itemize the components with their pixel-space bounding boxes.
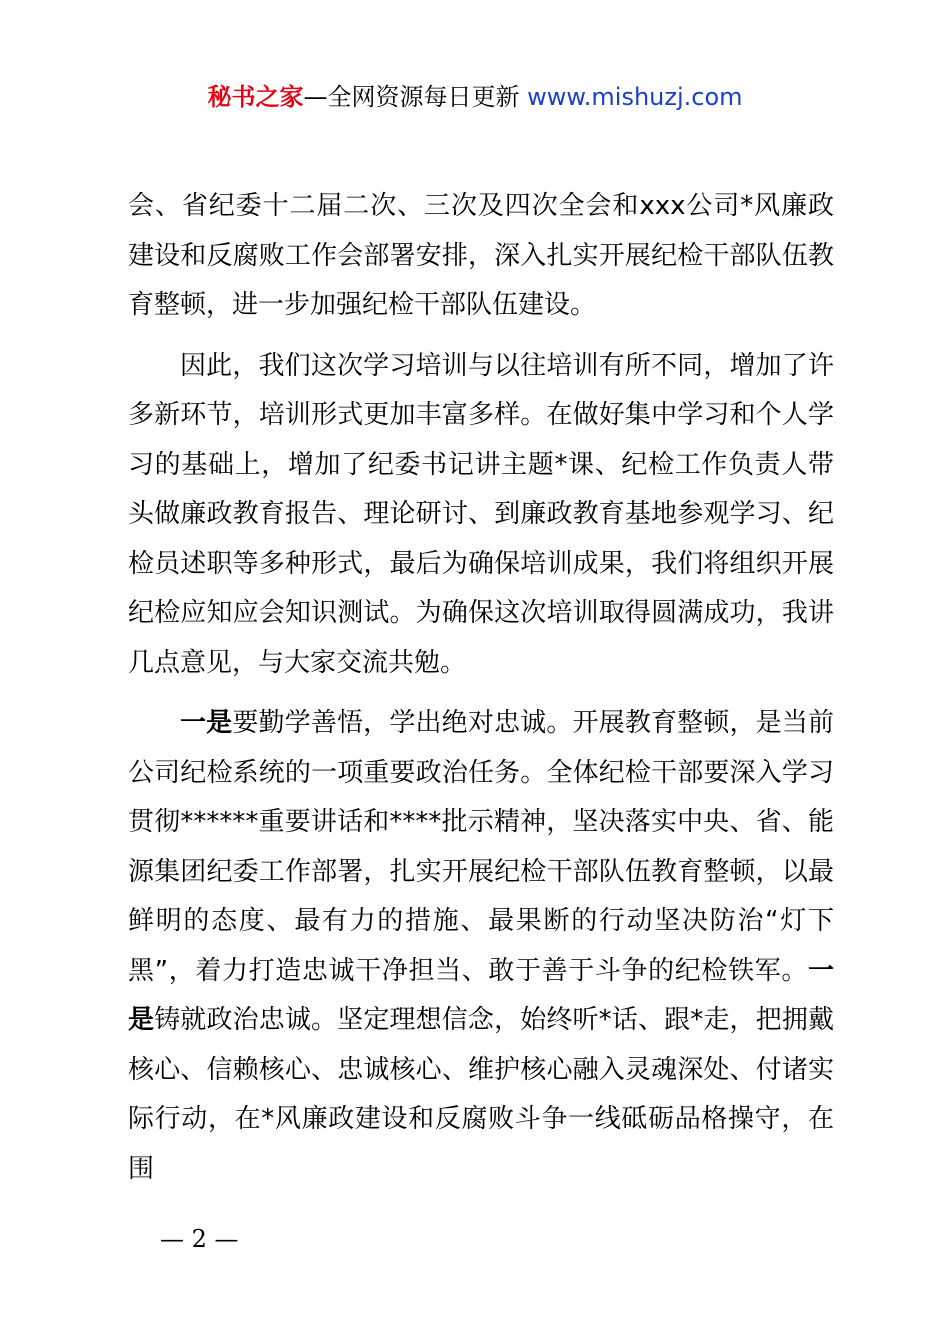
site-header (0, 80, 950, 114)
paragraph-training-overview (128, 342, 834, 689)
paragraph-text: 铸就政治忠诚。坚定理想信念，始终听*话、跟*走，把拥戴核心、信赖核心、忠诚核心、维护核心融入灵魂深处、付诸实际行动，在*风廉政建设和反腐败斗争一线砥砺品格操守，在围 (128, 1005, 834, 1184)
paragraph-text: 因此，我们这次学习培训与以往培训有所不同，增加了许多新环节，培训形式更加丰富多样。在做好集中学习和个人学习的基础上，增加了纪委书记讲主题*课、纪检工作负责人带头做廉政教育报告、理论研讨、到廉政教育基地参观学习、纪检员述职等多种形式，最后为确保培训成果，我们将组织开展纪检应知应会知识测试。为确保这次培训取得圆满成功，我讲几点意见，与大家交流共勉。 (128, 350, 834, 678)
page-number: — 2 — (160, 1225, 239, 1253)
sub-point-lead: 一是 (128, 955, 834, 1035)
paragraph-continuation (128, 182, 834, 331)
site-brand: 秘书之家 (207, 83, 304, 111)
paragraph-text: 要勤学善悟，学出绝对忠诚。开展教育整顿，是当前公司纪检系统的一项重要政治任务。全体纪检干部要深入学习贯彻******重要讲话和****批示精神，坚决落实中央、省、能源集团纪委工作部署，扎实开展纪检干部队伍教育整顿，以最鲜明的态度、最有力的措施、最果断的行动坚决防治“灯下黑”，着力打造忠诚干净担当、敢于善于斗争的纪检铁军。 (128, 708, 834, 986)
site-url-link[interactable]: www.mishuzj.com (527, 83, 743, 111)
point-lead: 一是 (180, 708, 233, 738)
paragraph-point-one (128, 699, 834, 1194)
paragraph-text: 会、省纪委十二届二次、三次及四次全会和xxx公司*风廉政建设和反腐败工作会部署安排，深入扎实开展纪检干部队伍教育整顿，进一步加强纪检干部队伍建设。 (128, 191, 834, 320)
document-body (128, 182, 834, 1194)
site-tagline: —全网资源每日更新 (303, 83, 520, 111)
